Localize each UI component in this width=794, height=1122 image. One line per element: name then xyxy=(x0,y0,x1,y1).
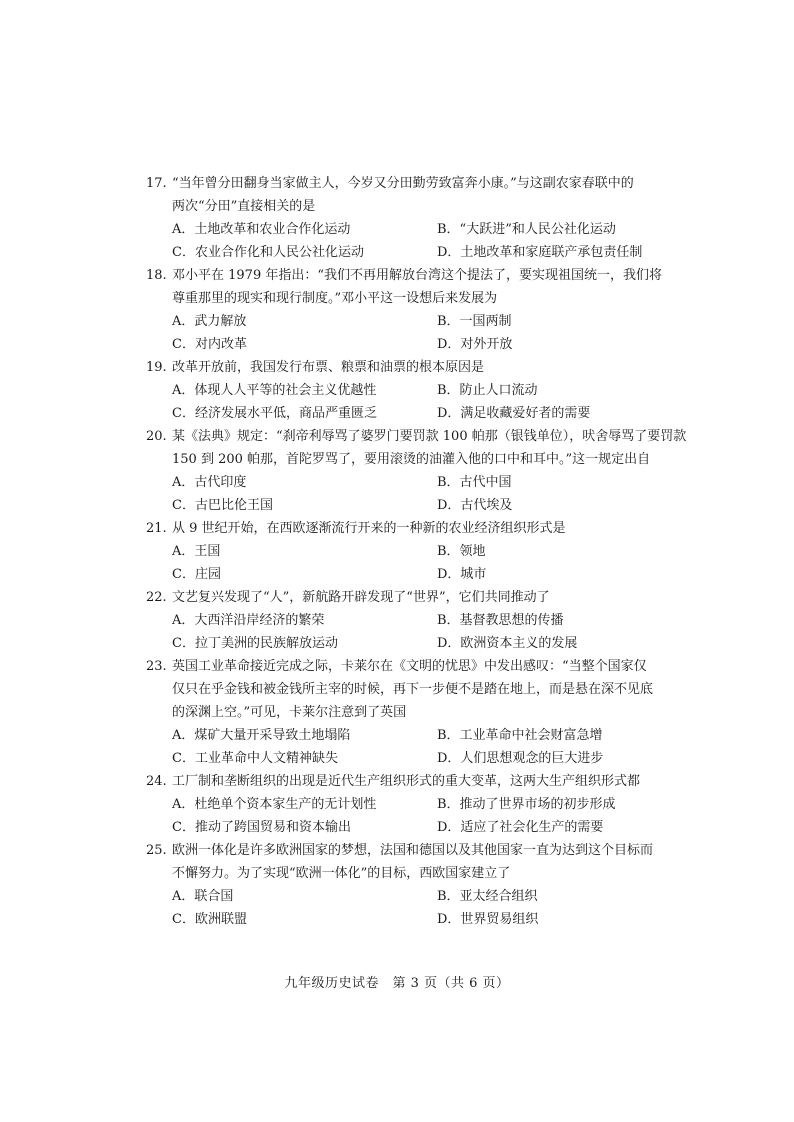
question-stem-text: 从 9 世纪开始，在西欧逐渐流行开来的一种新的农业经济组织形式是 xyxy=(172,521,566,536)
question-stem-line xyxy=(146,287,666,310)
question-item xyxy=(146,839,666,931)
question-stem-text: 两次“分田”直接相关的是 xyxy=(172,199,316,214)
question-stem-text: 工厂制和垄断组织的出现是近代生产组织形式的重大变革，这两大生产组织形式都 xyxy=(172,774,641,789)
answer-option-b: B．一国两制 xyxy=(437,314,512,329)
answer-option-a: A．大西洋沿岸经济的繁荣 xyxy=(172,613,325,628)
answer-options xyxy=(146,793,666,839)
question-stem-line xyxy=(146,586,666,609)
question-number: 23. xyxy=(146,659,167,674)
question-list xyxy=(146,172,687,931)
answer-option-a: A．煤矿大量开采导致土地塌陷 xyxy=(172,728,351,743)
question-stem-line xyxy=(146,655,666,678)
question-stem-line xyxy=(146,839,666,862)
question-item xyxy=(146,770,666,839)
answer-option-d: D．适应了社会化生产的需要 xyxy=(437,820,604,835)
answer-option-b: B．古代中国 xyxy=(437,475,512,490)
answer-option-a: A．土地改革和农业合作化运动 xyxy=(172,222,351,237)
question-stem-text: 欧洲一体化是许多欧洲国家的梦想，法国和德国以及其他国家一直为达到这个目标而 xyxy=(172,843,654,858)
answer-option-d: D．土地改革和家庭联产承包责任制 xyxy=(437,245,643,260)
question-stem-text: 英国工业革命接近完成之际，卡莱尔在《文明的忧思》中发出感叹：“当整个国家仅 xyxy=(172,659,647,674)
answer-options xyxy=(146,540,666,586)
question-number: 18. xyxy=(146,268,167,283)
answer-options xyxy=(146,885,666,931)
answer-option-c: C．对内改革 xyxy=(172,337,247,352)
answer-option-d: D．古代埃及 xyxy=(437,498,513,513)
answer-option-d: D．满足收藏爱好者的需要 xyxy=(437,406,591,421)
answer-option-c: C．工业革命中人文精神缺失 xyxy=(172,751,338,766)
question-stem-line xyxy=(146,701,666,724)
question-number: 22. xyxy=(146,590,167,605)
answer-option-b: B．防止人口流动 xyxy=(437,383,538,398)
question-stem-line xyxy=(146,517,666,540)
question-stem-text: 的深渊上空。”可见，卡莱尔注意到了英国 xyxy=(172,705,407,720)
question-stem-text: 仅只在乎金钱和被金钱所主宰的时候，再下一步便不是踏在地上，而是悬在深不见底 xyxy=(172,682,654,697)
question-stem-text: 改革开放前，我国发行布票、粮票和油票的根本原因是 xyxy=(172,360,485,375)
answer-option-b: B．“大跃进”和人民公社化运动 xyxy=(437,222,616,237)
question-number: 17. xyxy=(146,176,167,191)
question-number: 21. xyxy=(146,521,167,536)
answer-option-d: D．城市 xyxy=(437,567,487,582)
answer-option-b: B．亚太经合组织 xyxy=(437,889,538,904)
answer-option-b: B．基督教思想的传播 xyxy=(437,613,564,628)
answer-option-c: C．拉丁美洲的民族解放运动 xyxy=(172,636,338,651)
answer-options xyxy=(146,471,666,517)
question-stem-text: 某《法典》规定：“刹帝利辱骂了婆罗门要罚款 100 帕那（银钱单位），吠舍辱骂了要罚款 xyxy=(172,429,687,444)
question-item xyxy=(146,172,666,264)
question-item xyxy=(146,425,687,517)
answer-options xyxy=(146,379,666,425)
question-item xyxy=(146,264,666,356)
question-item xyxy=(146,586,666,655)
answer-option-d: D．欧洲资本主义的发展 xyxy=(437,636,578,651)
question-stem-line xyxy=(146,172,666,195)
answer-option-b: B．领地 xyxy=(437,544,486,559)
question-item xyxy=(146,517,666,586)
question-stem-text: “当年曾分田翻身当家做主人，今岁又分田勤劳致富奔小康。”与这副农家春联中的 xyxy=(172,176,634,191)
question-stem-line xyxy=(146,862,666,885)
answer-option-a: A．古代印度 xyxy=(172,475,247,490)
answer-option-c: C．庄园 xyxy=(172,567,221,582)
question-stem-text: 150 到 200 帕那，首陀罗骂了，要用滚烫的油灌入他的口中和耳中。”这一规定出自 xyxy=(172,452,651,467)
question-stem-text: 邓小平在 1979 年指出：“我们不再用解放台湾这个提法了，要实现祖国统一，我们将 xyxy=(172,268,662,283)
answer-options xyxy=(146,310,666,356)
answer-options xyxy=(146,724,666,770)
answer-option-d: D．人们思想观念的巨大进步 xyxy=(437,751,604,766)
answer-option-b: B．工业革命中社会财富急增 xyxy=(437,728,603,743)
answer-option-a: A．联合国 xyxy=(172,889,234,904)
answer-option-d: D．对外开放 xyxy=(437,337,513,352)
answer-option-c: C．欧洲联盟 xyxy=(172,912,247,927)
question-item xyxy=(146,356,666,425)
question-number: 20. xyxy=(146,429,167,444)
question-item xyxy=(146,655,666,770)
question-number: 19. xyxy=(146,360,167,375)
answer-options xyxy=(146,218,666,264)
answer-option-d: D．世界贸易组织 xyxy=(437,912,539,927)
question-stem-text: 尊重那里的现实和现行制度。”邓小平这一设想后来发展为 xyxy=(172,291,498,306)
answer-option-c: C．经济发展水平低，商品严重匮乏 xyxy=(172,406,377,421)
answer-option-b: B．推动了世界市场的初步形成 xyxy=(437,797,616,812)
answer-option-a: A．体现人人平等的社会主义优越性 xyxy=(172,383,377,398)
answer-option-c: C．农业合作化和人民公社化运动 xyxy=(172,245,364,260)
question-number: 24. xyxy=(146,774,167,789)
question-stem-line xyxy=(146,195,666,218)
answer-option-a: A．王国 xyxy=(172,544,221,559)
question-stem-line xyxy=(146,264,666,287)
page-footer: 九年级历史试卷 第 3 页（共 6 页） xyxy=(284,976,510,991)
answer-option-a: A．武力解放 xyxy=(172,314,247,329)
question-stem-text: 不懈努力。为了实现“欧洲一体化”的目标，西欧国家建立了 xyxy=(172,866,511,881)
answer-option-a: A．杜绝单个资本家生产的无计划性 xyxy=(172,797,377,812)
answer-option-c: C．古巴比伦王国 xyxy=(172,498,273,513)
question-number: 25. xyxy=(146,843,167,858)
question-stem-line xyxy=(146,425,687,448)
question-stem-line xyxy=(146,678,666,701)
answer-option-c: C．推动了跨国贸易和资本输出 xyxy=(172,820,351,835)
question-stem-line xyxy=(146,356,666,379)
question-stem-line xyxy=(146,770,666,793)
question-stem-text: 文艺复兴发现了“人”，新航路开辟发现了“世界”，它们共同推动了 xyxy=(172,590,550,605)
question-stem-line xyxy=(146,448,666,471)
answer-options xyxy=(146,609,666,655)
